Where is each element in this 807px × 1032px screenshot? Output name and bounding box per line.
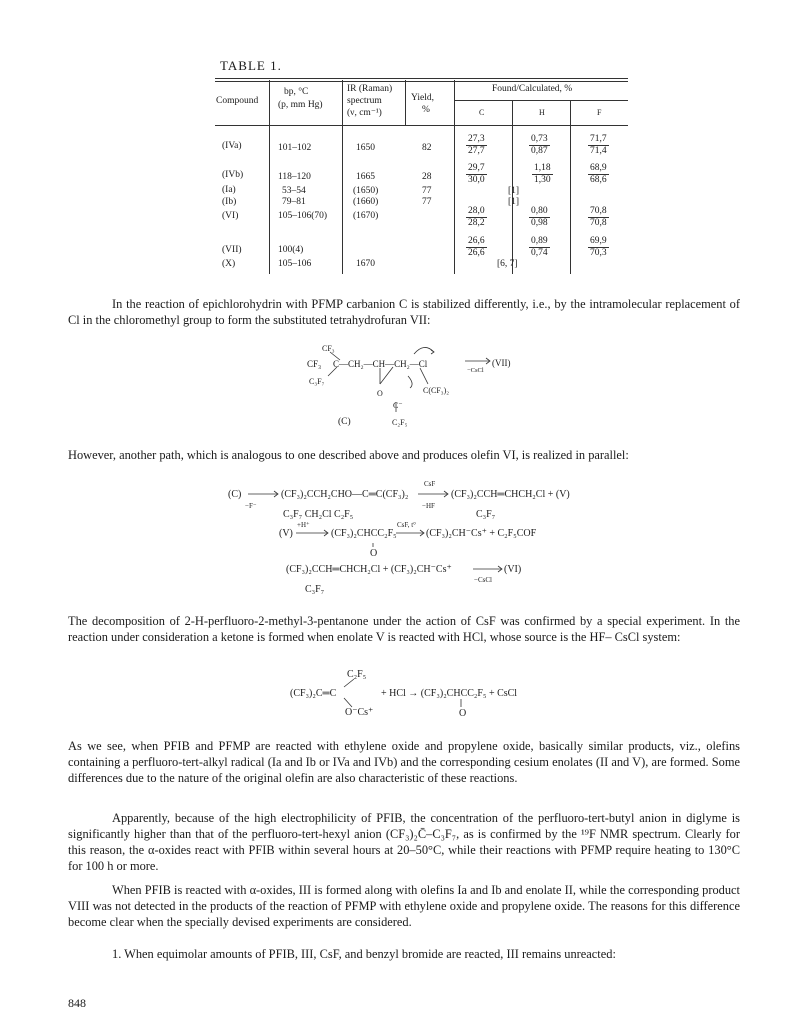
header-ir: IR (Raman) xyxy=(347,84,393,94)
c-value: $\frac{28,0}{28,2}$ xyxy=(468,206,485,228)
row-compound: (X) xyxy=(222,259,236,269)
scheme2-arrows xyxy=(240,480,530,590)
scheme2-sub-right: C₃F₇ xyxy=(476,509,496,520)
scheme1-o: O xyxy=(377,389,383,398)
scheme1-bonds xyxy=(300,340,520,420)
h-value: $\frac{1,18}{1,30}$ xyxy=(534,163,551,185)
scheme1-c2f5: C₂F₅ xyxy=(392,418,408,427)
table-col-divider xyxy=(454,80,455,274)
f-value: $\frac{70,8}{70,8}$ xyxy=(590,206,607,228)
header-yield: Yield, xyxy=(411,93,434,103)
scheme3-reaction: + HCl → (CF₃)₂CHCC₂F₅ + CsCl xyxy=(381,688,518,699)
row-bp: 100(4) xyxy=(278,245,304,255)
row-bp: 79–81 xyxy=(282,197,306,207)
row-ir: (1650) xyxy=(353,186,379,196)
c-value: $\frac{27,3}{27,7}$ xyxy=(468,134,485,156)
scheme1-product: (VII) xyxy=(492,358,511,368)
scheme2-mid: (CF₃)₂CCH₂CHO—C═C(CF₃)₂ xyxy=(281,489,409,500)
row-compound: (IVa) xyxy=(222,141,242,151)
scheme3-c2f5: C₂F₅ xyxy=(347,669,367,680)
scheme3-ocs: O⁻Cs⁺ xyxy=(345,707,374,718)
scheme2-line2-arrow2: CsF, t° xyxy=(397,521,416,529)
row-compound: (IVb) xyxy=(222,170,244,180)
row-yield: 28 xyxy=(422,172,432,182)
c-value: $\frac{26,6}{26,6}$ xyxy=(468,236,485,258)
f-value: $\frac{69,9}{70,3}$ xyxy=(590,236,607,258)
row-bp: 53–54 xyxy=(282,186,306,196)
row-ir: (1670) xyxy=(353,211,379,221)
scheme1-c-minus: C⁻ xyxy=(393,401,403,410)
row-ir: (1660) xyxy=(353,197,379,207)
row-compound: (VI) xyxy=(222,211,239,221)
header-bp: bp, °C xyxy=(284,87,309,97)
table-col-divider xyxy=(269,80,270,274)
header-found: Found/Calculated, % xyxy=(492,84,573,94)
header-ir-sub1: spectrum xyxy=(347,96,382,106)
row-yield: 77 xyxy=(422,186,432,196)
scheme1-chain: C—CH₂—CH—CH₂—Cl xyxy=(333,359,428,369)
f-value: $\frac{71,7}{71,4}$ xyxy=(590,134,607,156)
paragraph: However, another path, which is analogous to one described above and produces olefin VI, is realized in parallel: xyxy=(68,448,629,462)
scheme2-line3: (CF₃)₂CCH═CHCH₂Cl + (CF₃)₂CH⁻Cs⁺ xyxy=(286,564,452,575)
scheme3-bonds xyxy=(330,675,470,715)
scheme1-cf3-top: CF₃ xyxy=(322,344,335,353)
row-yield: 77 xyxy=(422,197,432,207)
header-bp-sub: (p, mm Hg) xyxy=(278,100,323,110)
header-compound: Compound xyxy=(216,96,259,106)
row-ir: 1650 xyxy=(356,143,375,153)
row-compound: (Ia) xyxy=(222,185,236,195)
scheme2-sub: C₃F₇ CH₂Cl C₂F₅ xyxy=(283,509,354,520)
scheme2-start: (C) xyxy=(228,489,242,500)
ref-citation: [6, 7] xyxy=(497,259,518,269)
paragraph: The decomposition of 2-H-perfluoro-2-methyl-3-pentanone under the action of CsF was confirmed by a special experiment. In the reaction under consideration a ketone is formed when enolate V is reacted with HCl, whose source is the HF– CsCl system: xyxy=(68,614,740,644)
scheme2-arrow-under: −F⁻ xyxy=(245,502,257,510)
table-caption: TABLE 1. xyxy=(220,58,282,73)
ref-citation: [1] xyxy=(508,197,520,207)
scheme2-line2-end: (CF₃)₂CH⁻Cs⁺ + C₂F₅COF xyxy=(426,528,537,539)
scheme2-line2-arrow: +H⁺ xyxy=(297,521,310,529)
row-compound: (VII) xyxy=(222,245,242,255)
row-compound: (Ib) xyxy=(222,197,237,207)
scheme1-c3f7: C₃F₇ xyxy=(309,377,325,386)
table-col-divider xyxy=(405,80,406,125)
f-value: $\frac{68,9}{68,6}$ xyxy=(590,163,607,185)
scheme2-line3-arrow: −CsCl xyxy=(474,576,492,584)
scheme1-label-c: (C) xyxy=(338,417,351,427)
table-header-rule xyxy=(215,125,628,126)
c-value: $\frac{29,7}{30,0}$ xyxy=(468,163,485,185)
table-top-rule xyxy=(215,78,628,79)
paragraph: In the reaction of epichlorohydrin with PFMP carbanion C is stabilized differently, i.e., by the intramolecular replacement of Cl in the chloromethyl group to form the substituted tetrahydrofuran VII: xyxy=(68,297,740,327)
scheme3-o: O xyxy=(459,708,467,719)
paragraph: Apparently, because of the high electrophilicity of PFIB, the concentration of the perfluoro-tert-butyl anion in diglyme is significantly higher than that of the perfluoro-tert-hexyl anion (CF₃)₂C̄–C₃F₇, as is confirmed by the ¹⁹F NMR spectrum. Clearly for this reason, the α-oxides react with PFIB within several hours at 20–50°C, while their reactions with PFMP require heating to 130°C for 100 h or more. xyxy=(68,811,740,873)
page-number: 848 xyxy=(68,996,86,1010)
row-ir: 1665 xyxy=(356,172,375,182)
paragraph: 1. When equimolar amounts of PFIB, III, CsF, and benzyl bromide are reacted, III remains unreacted: xyxy=(112,947,616,961)
scheme2-line2-start: (V) xyxy=(279,528,293,539)
scheme2-line3-sub: C₃F₇ xyxy=(305,584,325,595)
scheme1-arrow-label: −CsCl xyxy=(467,367,484,374)
h-value: $\frac{0,73}{0,87}$ xyxy=(531,134,548,156)
table-col-divider xyxy=(570,100,571,274)
header-f: F xyxy=(597,108,602,117)
scheme2-end: (CF₃)₂CCH═CHCH₂Cl + (V) xyxy=(451,489,570,500)
row-bp: 118–120 xyxy=(278,172,311,182)
scheme2-line2-mid: (CF₃)₂CHCC₂F₅ xyxy=(331,528,397,539)
scheme1-ccf3: C(CF₃)₂ xyxy=(423,386,450,395)
scheme2-line2-o: O xyxy=(370,548,378,559)
table-top-rule-2 xyxy=(215,81,628,82)
scheme2-line3-end: (VI) xyxy=(504,564,522,575)
row-ir: 1670 xyxy=(356,259,375,269)
scheme3-left: (CF₃)₂C═C xyxy=(290,688,337,699)
header-c: C xyxy=(479,108,485,117)
ref-citation: [1] xyxy=(508,186,520,196)
scheme2-arrow-top: CsF xyxy=(424,480,436,488)
table-col-divider xyxy=(342,80,343,274)
found-subheader-rule xyxy=(454,100,628,101)
row-bp: 105–106(70) xyxy=(278,211,328,221)
paragraph: When PFIB is reacted with α-oxides, III is formed along with olefins Ia and Ib and enolate II, while the corresponding product VIII was not detected in the products of the reaction of PFMP with ethylene oxide and propylene oxide. The reasons for this difference become clear when the specially devised experiments are considered. xyxy=(68,883,740,929)
h-value: $\frac{0,89}{0,74}$ xyxy=(531,236,548,258)
row-bp: 105–106 xyxy=(278,259,312,269)
header-h: H xyxy=(539,108,545,117)
h-value: $\frac{0,80}{0,98}$ xyxy=(531,206,548,228)
row-yield: 82 xyxy=(422,143,432,153)
header-yield-sub: % xyxy=(422,105,430,115)
header-ir-sub2: (ν, cm⁻¹) xyxy=(347,108,382,118)
paragraph: As we see, when PFIB and PFMP are reacted with ethylene oxide and propylene oxide, basically similar products, viz., olefins containing a perfluoro-tert-alkyl radical (Ia and Ib or IVa and IVb) and the corresponding cesium enolates (II and V), are formed. Some differences due to the nature of the original olefin are also characteristic of these reactions. xyxy=(68,739,740,785)
row-bp: 101–102 xyxy=(278,143,312,153)
scheme2-arrow-bottom: −HF xyxy=(422,502,435,510)
scheme1-cf3-left: CF₃ xyxy=(307,359,322,369)
